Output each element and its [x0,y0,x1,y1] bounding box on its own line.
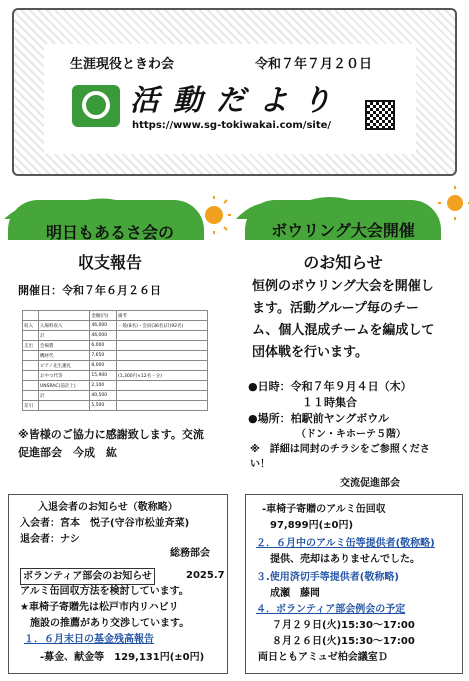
held-date: 開催日：令和７年６月２６日 [18,284,161,297]
joined-member: 入会者：宮本 悦子(守谷市松並斉菜) [20,518,190,529]
right-article-title-2: のお知らせ [303,253,383,272]
left-member: 退会者：ナシ [20,534,80,545]
qr-code-icon [365,100,395,130]
event-place: ●場所：柏駅前ヤングボウル [248,412,389,425]
newsletter-title: 活動だより [130,83,346,117]
table-row: 機材代 7,650 [23,351,208,361]
fund-title: １．６月末日の基金残高報告 [24,634,154,645]
report-line-8: ７月２９日(火)15:30～17:00 [272,620,415,631]
report-line-9: ８月２６日(火)15:30～17:00 [272,636,415,647]
report-line-1: -車椅子寄贈のアルミ缶回収 [262,504,386,515]
report-line-7: ４．ボランティア部会例会の予定 [256,604,406,615]
table-row: 計 40,500 [23,391,208,401]
table-row: 収入 入場料収入 46,000 一般(8名)・会員(36名)計(92名) [23,321,208,331]
event-time: １１時集合 [302,396,357,409]
report-line-5: ３.使用済切手等提供者(敬称略) [256,572,399,583]
event-place-sub: （ドン・キホーテ５階） [296,429,406,440]
organization-name: 生涯現役ときわ会 [70,57,175,72]
table-row: 計 46,000 [23,331,208,341]
left-article-title-2: 収支報告 [77,253,142,272]
table-row: UNSRAC(前計上) 2,100 [23,381,208,391]
volunteer-line-3: 施設の推薦があり交渉しています。 [30,618,190,629]
volunteer-date: 2025.7 [186,570,225,581]
table-row: ピアノ先生謝礼 8,000 [23,361,208,371]
left-article-title-1: 明日もあるさ会の [45,223,174,242]
site-url[interactable]: https://www.sg-tokiwakai.com/site/ [132,120,332,131]
thanks-note: ※皆様のご協力に感謝致します。交流促進部会 今成 紘 [18,428,204,459]
bowling-body: 恒例のボウリング大会を開催します。活動グループ毎のチーム、個人混成チームを編成して団体戦を行います。 [252,279,435,360]
report-line-3: ２．６月中のアルミ缶等提供者(敬称略) [256,538,435,549]
fund-balance: -募金、献金等 129,131円(±0円) [40,652,205,663]
event-signature: 交流促進部会 [340,478,400,489]
report-line-6: 成瀬 藤岡 [270,588,320,599]
table-row: 金額(円) 備考 [23,311,208,321]
report-line-4: 提供、売却はありませんでした。 [270,554,420,565]
membership-sign: 総務部会 [170,548,210,559]
sun-icon [438,186,469,220]
logo-icon [72,85,120,127]
volunteer-line-1: アルミ缶回収方法を検討しています。 [20,586,189,597]
table-row: 支出 会場費 6,000 [23,341,208,351]
finance-table [22,310,208,411]
volunteer-title: ボランティア部会のお知らせ [20,568,155,585]
table-row: おやつ代等 15,900 (1,300円×12名・分) [23,371,208,381]
report-line-10: 両日ともアミュゼ柏会議室Ｄ [258,652,388,663]
event-date: ●日時：令和７年９月４日（木） [248,380,412,393]
report-line-2: 97,899円(±0円) [270,520,354,531]
event-note: ※ 詳細は同封のチラシをご参照ください！ [250,444,430,470]
right-article-title-1: ボウリング大会開催 [271,221,415,240]
volunteer-line-2: ★車椅子寄贈先は松戸市内リハビリ [20,602,179,613]
table-row: 差引 5,500 [23,401,208,411]
membership-heading: 入退会者のお知らせ（敬称略） [38,502,178,513]
issue-date: 令和７年７月２０日 [255,57,373,72]
